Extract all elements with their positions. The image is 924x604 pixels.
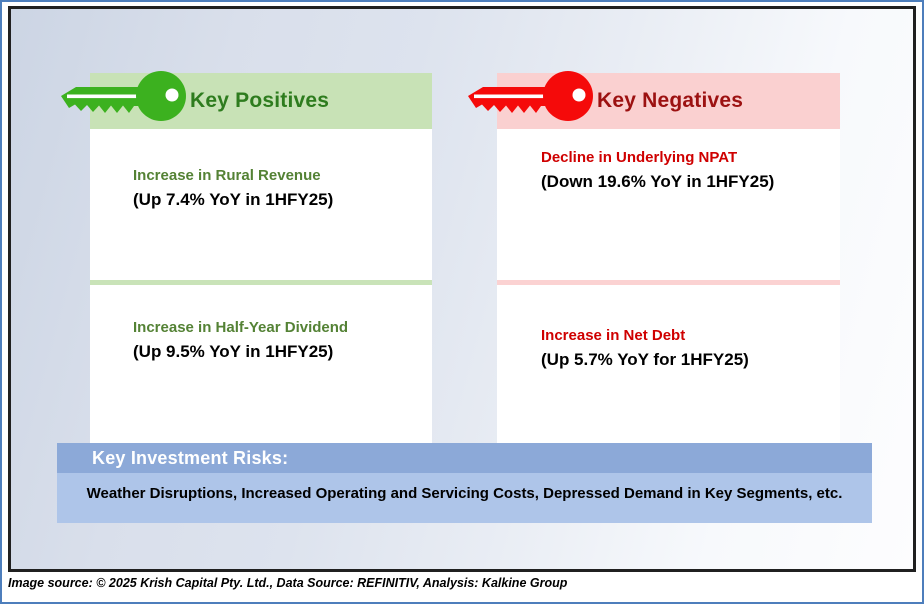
key-negatives-body [497, 129, 840, 444]
item-title: Increase in Net Debt [541, 327, 686, 344]
positive-item [90, 129, 432, 280]
key-positives-card [90, 73, 432, 444]
risks-section [57, 443, 872, 523]
item-detail: (Up 7.4% YoY in 1HFY25) [133, 190, 334, 209]
key-positives-title: Key Positives [190, 89, 330, 112]
key-negatives-title: Key Negatives [597, 89, 744, 112]
item-title: Increase in Rural Revenue [133, 167, 321, 184]
risks-title: Key Investment Risks: [57, 443, 872, 473]
red-key-icon [467, 68, 594, 124]
negative-item [497, 129, 840, 280]
green-key-icon [60, 68, 187, 124]
negative-item [497, 285, 840, 444]
key-positives-body [90, 129, 432, 444]
item-detail: (Up 9.5% YoY in 1HFY25) [133, 342, 334, 361]
item-detail: (Up 5.7% YoY for 1HFY25) [541, 350, 749, 369]
positive-item [90, 285, 432, 444]
source-footnote: Image source: © 2025 Krish Capital Pty. Ltd., Data Source: REFINITIV, Analysis: Kalkine Group [8, 576, 568, 590]
key-negatives-header [497, 73, 840, 129]
key-negatives-card [497, 73, 840, 444]
item-title: Decline in Underlying NPAT [541, 149, 738, 166]
risks-text: Weather Disruptions, Increased Operating and Servicing Costs, Depressed Demand in Key Segments, etc. [57, 473, 872, 523]
item-detail: (Down 19.6% YoY in 1HFY25) [541, 172, 775, 191]
key-positives-header [90, 73, 432, 129]
item-title: Increase in Half-Year Dividend [133, 319, 349, 336]
content-panel [8, 6, 916, 572]
